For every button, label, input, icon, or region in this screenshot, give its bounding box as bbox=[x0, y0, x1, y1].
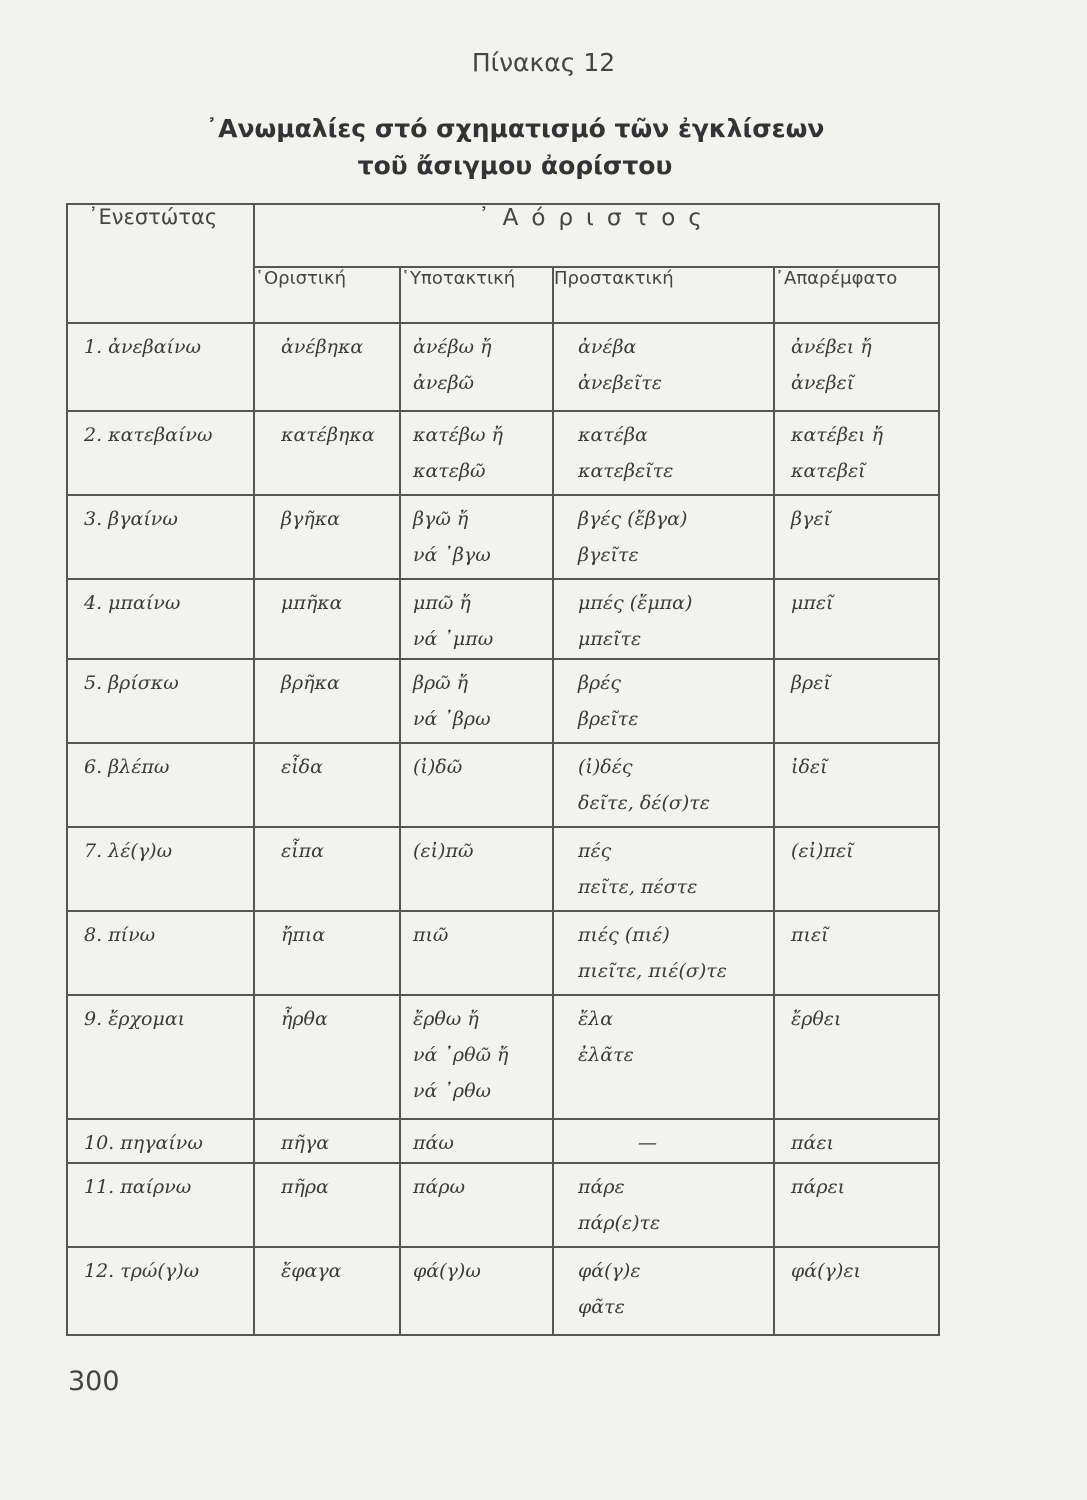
subjunctive-cell bbox=[400, 323, 553, 411]
present-cell bbox=[67, 995, 254, 1119]
cell-line: νά ᾿μπω bbox=[413, 628, 494, 650]
imperative-cell bbox=[553, 1247, 774, 1335]
imperative-cell bbox=[553, 911, 774, 995]
indicative-cell bbox=[254, 579, 400, 659]
header-subjunctive: ῾Υποτακτική bbox=[400, 267, 553, 323]
cell-line: ἦρθα bbox=[281, 1008, 328, 1030]
cell-line: νά ᾿ρθῶ ἤ bbox=[413, 1044, 509, 1066]
table-row bbox=[67, 1247, 939, 1335]
cell-line: βρῆκα bbox=[281, 672, 340, 694]
cell-line: νά ᾿ρθω bbox=[413, 1080, 492, 1102]
cell-line: 2. κατεβαίνω bbox=[84, 424, 213, 446]
imperative-cell bbox=[553, 995, 774, 1119]
cell-line: πιῶ bbox=[413, 924, 449, 946]
present-cell bbox=[67, 1247, 254, 1335]
cell-line: 8. πίνω bbox=[84, 924, 156, 946]
imperative-cell bbox=[553, 827, 774, 911]
cell-line: 11. παίρνω bbox=[84, 1176, 192, 1198]
cell-line: βγεῖ bbox=[791, 508, 831, 530]
cell-line: (ἰ)δῶ bbox=[413, 756, 463, 778]
cell-line: φά(γ)ει bbox=[791, 1260, 861, 1282]
infinitive-cell bbox=[774, 323, 939, 411]
cell-line: 6. βλέπω bbox=[84, 756, 170, 778]
present-cell bbox=[67, 495, 254, 579]
cell-line: ἀνέβα bbox=[578, 336, 637, 358]
indicative-cell bbox=[254, 1247, 400, 1335]
infinitive-cell bbox=[774, 911, 939, 995]
imperative-cell bbox=[553, 659, 774, 743]
present-cell bbox=[67, 911, 254, 995]
infinitive-cell bbox=[774, 1163, 939, 1247]
table-row bbox=[67, 411, 939, 495]
aorist-table bbox=[66, 203, 940, 1336]
table-row bbox=[67, 1119, 939, 1163]
cell-line: μπές (ἔμπα) bbox=[578, 592, 693, 614]
cell-line: πάρει bbox=[791, 1176, 846, 1198]
present-cell bbox=[67, 827, 254, 911]
header-aorist: ᾿Αόριστος bbox=[254, 204, 939, 267]
table-body bbox=[67, 323, 939, 1335]
header-present: ᾿Ενεστώτας bbox=[67, 204, 254, 323]
imperative-cell bbox=[553, 1119, 774, 1163]
imperative-cell bbox=[553, 495, 774, 579]
cell-line: κατέβα bbox=[578, 424, 648, 446]
infinitive-cell bbox=[774, 1119, 939, 1163]
infinitive-cell bbox=[774, 1247, 939, 1335]
cell-line: εἶπα bbox=[281, 840, 324, 862]
cell-line: ἀνέβει ἤ bbox=[791, 336, 872, 358]
subjunctive-cell bbox=[400, 495, 553, 579]
present-cell bbox=[67, 659, 254, 743]
infinitive-cell bbox=[774, 579, 939, 659]
cell-line: πιεῖ bbox=[791, 924, 829, 946]
table-row bbox=[67, 579, 939, 659]
cell-line: βγῶ ἤ bbox=[413, 508, 469, 530]
cell-line: πιεῖτε, πιέ(σ)τε bbox=[578, 960, 728, 982]
cell-line: κατεβῶ bbox=[413, 460, 486, 482]
cell-line: νά ᾿βρω bbox=[413, 708, 491, 730]
title-line-1: ᾿Ανωμαλίες στό σχηματισμό τῶν ἐγκλίσεων bbox=[205, 114, 825, 143]
cell-line: δεῖτε, δέ(σ)τε bbox=[578, 792, 711, 814]
cell-line: ἀνέβω ἤ bbox=[413, 336, 492, 358]
header-indicative: ῾Οριστική bbox=[254, 267, 400, 323]
table-row bbox=[67, 495, 939, 579]
cell-line: ἀνεβεῖτε bbox=[578, 372, 662, 394]
cell-line: 7. λέ(γ)ω bbox=[84, 840, 173, 862]
indicative-cell bbox=[254, 743, 400, 827]
present-cell bbox=[67, 411, 254, 495]
subjunctive-cell bbox=[400, 1247, 553, 1335]
cell-line: μπῆκα bbox=[281, 592, 343, 614]
cell-line: πῆρα bbox=[281, 1176, 329, 1198]
cell-line: βγές (ἔβγα) bbox=[578, 508, 688, 530]
cell-line: 12. τρώ(γ)ω bbox=[84, 1260, 200, 1282]
cell-line: φά(γ)ε bbox=[578, 1260, 641, 1282]
imperative-cell bbox=[553, 411, 774, 495]
title-line-2: τοῦ ἄσιγμου ἀορίστου bbox=[357, 151, 673, 180]
cell-line: κατεβεῖ bbox=[791, 460, 866, 482]
table-row bbox=[67, 827, 939, 911]
cell-line: ἔλα bbox=[578, 1008, 614, 1030]
cell-line: ἀνέβηκα bbox=[281, 336, 364, 358]
cell-line: μπεῖ bbox=[791, 592, 834, 614]
table-row bbox=[67, 995, 939, 1119]
subjunctive-cell bbox=[400, 659, 553, 743]
cell-line: μπῶ ἤ bbox=[413, 592, 471, 614]
subjunctive-cell bbox=[400, 743, 553, 827]
cell-line: βρεῖτε bbox=[578, 708, 639, 730]
header-infinitive: ᾿Απαρέμφατο bbox=[774, 267, 939, 323]
indicative-cell bbox=[254, 495, 400, 579]
cell-line: 9. ἔρχομαι bbox=[84, 1008, 186, 1030]
cell-line: 1. ἀνεβαίνω bbox=[84, 336, 202, 358]
header-imperative: Προστακτική bbox=[553, 267, 774, 323]
cell-line: ἔρθει bbox=[791, 1008, 842, 1030]
cell-line: κατέβω ἤ bbox=[413, 424, 503, 446]
cell-line: βρῶ ἤ bbox=[413, 672, 469, 694]
cell-line: πῆγα bbox=[281, 1132, 330, 1154]
cell-line: πάρ(ε)τε bbox=[578, 1212, 661, 1234]
imperative-cell bbox=[553, 1163, 774, 1247]
subjunctive-cell bbox=[400, 911, 553, 995]
cell-line: 3. βγαίνω bbox=[84, 508, 178, 530]
subjunctive-cell bbox=[400, 411, 553, 495]
indicative-cell bbox=[254, 659, 400, 743]
subjunctive-cell bbox=[400, 827, 553, 911]
subjunctive-cell bbox=[400, 995, 553, 1119]
cell-line: ἰδεῖ bbox=[791, 756, 828, 778]
cell-line: ἔφαγα bbox=[281, 1260, 342, 1282]
cell-line: ἤπια bbox=[281, 924, 326, 946]
indicative-cell bbox=[254, 911, 400, 995]
infinitive-cell bbox=[774, 495, 939, 579]
imperative-cell bbox=[553, 743, 774, 827]
table-row bbox=[67, 659, 939, 743]
infinitive-cell bbox=[774, 827, 939, 911]
cell-line: φᾶτε bbox=[578, 1296, 625, 1318]
cell-line: φά(γ)ω bbox=[413, 1260, 481, 1282]
cell-line: πάρω bbox=[413, 1176, 465, 1198]
infinitive-cell bbox=[774, 659, 939, 743]
cell-line: μπεῖτε bbox=[578, 628, 642, 650]
present-cell bbox=[67, 579, 254, 659]
imperative-cell bbox=[553, 323, 774, 411]
cell-line: πάει bbox=[791, 1132, 834, 1154]
cell-line: πές bbox=[578, 840, 612, 862]
cell-line: ἔρθω ἤ bbox=[413, 1008, 479, 1030]
cell-line: πάω bbox=[413, 1132, 454, 1154]
cell-line: ἀνεβῶ bbox=[413, 372, 475, 394]
cell-line: κατεβεῖτε bbox=[578, 460, 674, 482]
indicative-cell bbox=[254, 1163, 400, 1247]
cell-line: (εἰ)πῶ bbox=[413, 840, 474, 862]
cell-line: ἀνεβεῖ bbox=[791, 372, 855, 394]
subjunctive-cell bbox=[400, 1163, 553, 1247]
present-cell bbox=[67, 743, 254, 827]
indicative-cell bbox=[254, 1119, 400, 1163]
cell-line: 5. βρίσκω bbox=[84, 672, 179, 694]
indicative-cell bbox=[254, 411, 400, 495]
table-row bbox=[67, 1163, 939, 1247]
cell-line: κατέβει ἤ bbox=[791, 424, 884, 446]
cell-line: 10. πηγαίνω bbox=[84, 1132, 203, 1154]
cell-line: βρές bbox=[578, 672, 621, 694]
subjunctive-cell bbox=[400, 579, 553, 659]
imperative-cell bbox=[553, 579, 774, 659]
infinitive-cell bbox=[774, 411, 939, 495]
cell-line: (εἰ)πεῖ bbox=[791, 840, 854, 862]
infinitive-cell bbox=[774, 743, 939, 827]
cell-line: ἐλᾶτε bbox=[578, 1044, 634, 1066]
cell-line: πιές (πιέ) bbox=[578, 924, 670, 946]
table-title bbox=[0, 110, 1030, 184]
indicative-cell bbox=[254, 995, 400, 1119]
table-row bbox=[67, 323, 939, 411]
indicative-cell bbox=[254, 827, 400, 911]
table-caption: Πίνακας 12 bbox=[471, 48, 616, 77]
infinitive-cell bbox=[774, 995, 939, 1119]
present-cell bbox=[67, 323, 254, 411]
cell-line: βρεῖ bbox=[791, 672, 831, 694]
indicative-cell bbox=[254, 323, 400, 411]
cell-line: βγεῖτε bbox=[578, 544, 639, 566]
cell-line: πεῖτε, πέστε bbox=[578, 876, 698, 898]
present-cell bbox=[67, 1163, 254, 1247]
cell-line: (ἰ)δές bbox=[578, 756, 633, 778]
cell-line: βγῆκα bbox=[281, 508, 341, 530]
cell-line: — bbox=[638, 1132, 657, 1154]
page-number: 300 bbox=[68, 1366, 120, 1397]
cell-line: πάρε bbox=[578, 1176, 625, 1198]
cell-line: κατέβηκα bbox=[281, 424, 375, 446]
cell-line: νά ᾿βγω bbox=[413, 544, 491, 566]
table-row bbox=[67, 911, 939, 995]
cell-line: 4. μπαίνω bbox=[84, 592, 181, 614]
cell-line: εἶδα bbox=[281, 756, 323, 778]
present-cell bbox=[67, 1119, 254, 1163]
table-row bbox=[67, 743, 939, 827]
subjunctive-cell bbox=[400, 1119, 553, 1163]
